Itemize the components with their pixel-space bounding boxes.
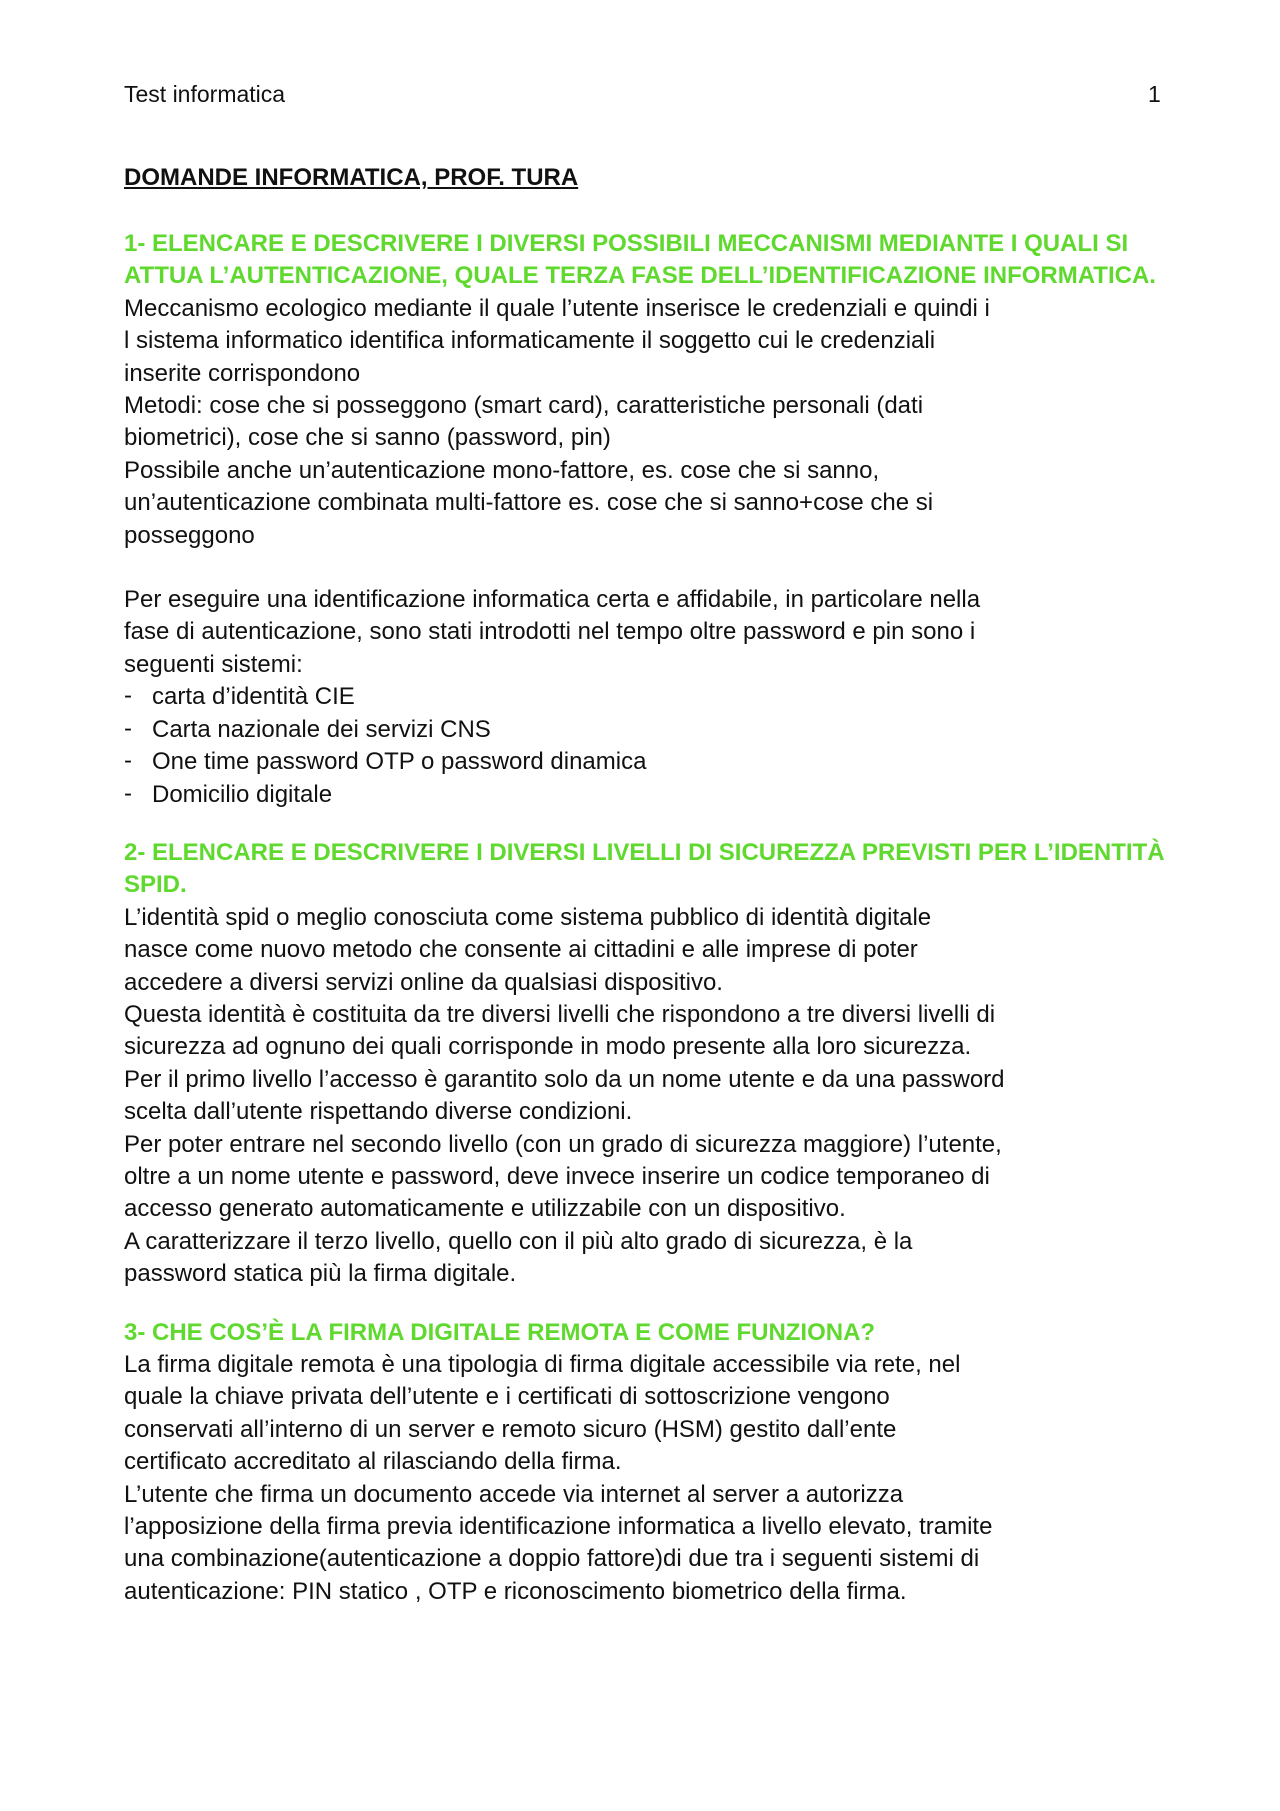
answer-line: una combinazione(autenticazione a doppio fattore)di due tra i seguenti sistemi di xyxy=(124,1545,980,1573)
running-header: Test informatica xyxy=(124,81,286,107)
section-3 xyxy=(124,1317,1174,1609)
document-title: DOMANDE INFORMATICA, PROF. TURA xyxy=(124,164,579,191)
answer-line: fase di autenticazione, sono stati introdotti nel tempo oltre password e pin sono i xyxy=(124,618,976,646)
answer-line: l’apposizione della firma previa identificazione informatica a livello elevato, tramite xyxy=(124,1513,993,1541)
question-2-title: 2- ELENCARE E DESCRIVERE I DIVERSI LIVELLI DI SICUREZZA PREVISTI PER L’IDENTITÀ SPID. xyxy=(124,838,1165,899)
answer-line: Per eseguire una identificazione informatica certa e affidabile, in particolare nella xyxy=(124,586,981,614)
answer-line: L’utente che firma un documento accede via internet al server a autorizza xyxy=(124,1480,904,1508)
answer-line: A caratterizzare il terzo livello, quello con il più alto grado di sicurezza, è la xyxy=(124,1227,913,1255)
answer-line: inserite corrispondono xyxy=(124,359,361,387)
answer-line: seguenti sistemi: xyxy=(124,650,303,678)
answer-line: quale la chiave privata dell’utente e i certificati di sottoscrizione vengono xyxy=(124,1383,890,1411)
section-spacer xyxy=(124,1291,1174,1317)
answer-line: Per il primo livello l’accesso è garantito solo da un nome utente e da una password xyxy=(124,1065,1005,1093)
dash-bullet-icon: - xyxy=(124,747,132,775)
paragraph-spacer xyxy=(124,552,1174,584)
answer-line: La firma digitale remota è una tipologia di firma digitale accessibile via rete, nel xyxy=(124,1351,961,1378)
answer-line: scelta dall’utente rispettando diverse condizioni. xyxy=(124,1098,633,1126)
answer-line: biometrici), cose che si sanno (password, pin) xyxy=(124,424,611,452)
answer-line: Meccanismo ecologico mediante il quale l’utente inserisce le credenziali e quindi i xyxy=(124,294,990,322)
answer-line: Per poter entrare nel secondo livello (con un grado di sicurezza maggiore) l’utente, xyxy=(124,1130,1002,1158)
section-1 xyxy=(124,228,1174,811)
answer-line: autenticazione: PIN statico , OTP e riconoscimento biometrico della firma. xyxy=(124,1577,907,1605)
answer-line: Possibile anche un’autenticazione mono-fattore, es. cose che si sanno, xyxy=(124,456,880,484)
answer-line: l sistema informatico identifica informaticamente il soggetto cui le credenziali xyxy=(124,327,936,355)
dash-bullet-icon: - xyxy=(124,714,132,742)
list-item: - Carta nazionale dei servizi CNS xyxy=(124,714,1174,746)
document-body xyxy=(124,162,1174,1608)
section-2 xyxy=(124,837,1174,1291)
answer-line: Metodi: cose che si posseggono (smart card), caratteristiche personali (dati xyxy=(124,392,924,420)
answer-line: accesso generato automaticamente e utilizzabile con un dispositivo. xyxy=(124,1195,846,1223)
answer-line: sicurezza ad ognuno dei quali corrisponde in modo presente alla loro sicurezza. xyxy=(124,1033,972,1061)
answer-line: certificato accreditato al rilasciando della firma. xyxy=(124,1448,622,1476)
answer-line: nasce come nuovo metodo che consente ai cittadini e alle imprese di poter xyxy=(124,936,918,964)
answer-line: oltre a un nome utente e password, deve invece inserire un codice temporaneo di xyxy=(124,1162,990,1190)
answer-line: password statica più la firma digitale. xyxy=(124,1260,517,1288)
dash-bullet-icon: - xyxy=(124,682,132,710)
list-item: - One time password OTP o password dinamica xyxy=(124,746,1174,778)
section-spacer xyxy=(124,811,1174,837)
page-number: 1 xyxy=(1148,81,1161,107)
question-1-title: 1- ELENCARE E DESCRIVERE I DIVERSI POSSIBILI MECCANISMI MEDIANTE I QUALI SI ATTUA L’AUTENTICAZIONE, QUALE TERZA FASE DELL’IDENTIFICAZIONE INFORMATICA. xyxy=(124,230,1156,290)
systems-list xyxy=(124,681,1174,811)
answer-line: accedere a diversi servizi online da qualsiasi dispositivo. xyxy=(124,968,723,996)
answer-line: L’identità spid o meglio conosciuta come sistema pubblico di identità digitale xyxy=(124,903,932,931)
list-item: - Domicilio digitale xyxy=(124,779,1174,811)
list-item: - carta d’identità CIE xyxy=(124,681,1174,713)
answer-line: posseggono xyxy=(124,521,255,549)
answer-line: un’autenticazione combinata multi-fattore es. cose che si sanno+cose che si xyxy=(124,489,934,517)
answer-line: Questa identità è costituita da tre diversi livelli che rispondono a tre diversi livelli di xyxy=(124,1000,996,1028)
answer-line: conservati all’interno di un server e remoto sicuro (HSM) gestito dall’ente xyxy=(124,1415,897,1443)
dash-bullet-icon: - xyxy=(124,779,132,807)
question-3-title: 3- CHE COS’È LA FIRMA DIGITALE REMOTA E COME FUNZIONA? xyxy=(124,1318,876,1346)
